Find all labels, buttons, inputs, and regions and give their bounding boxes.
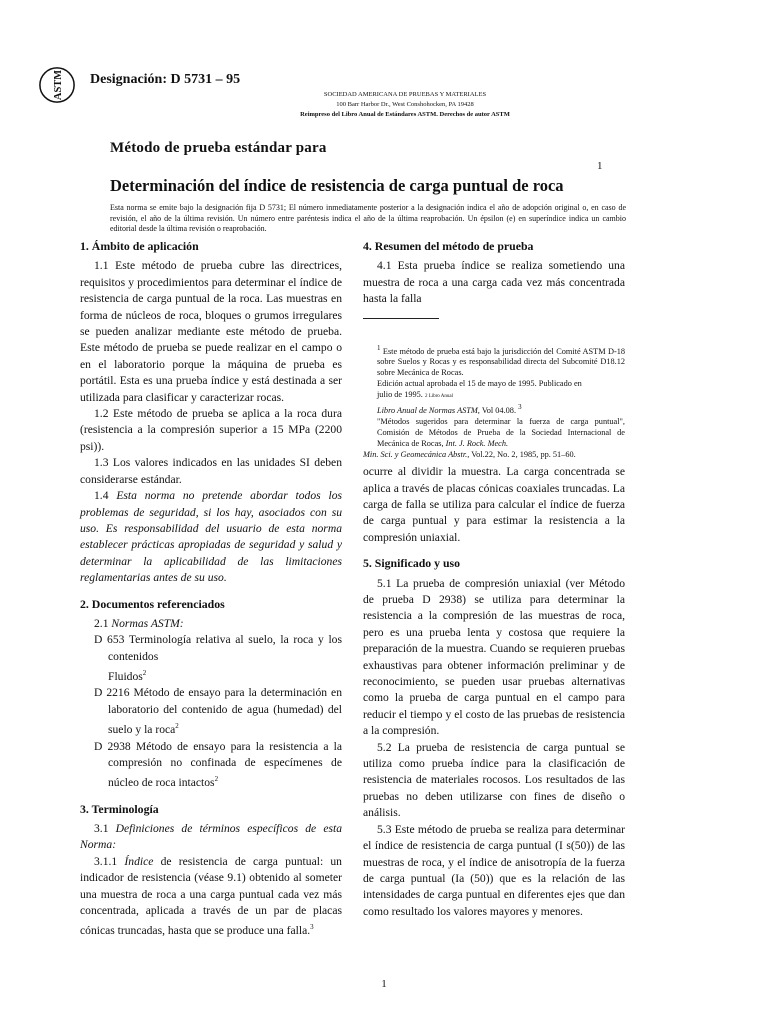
footnote-1-approval: Edición actual aprobada el 15 de mayo de 1995. Publicado en	[377, 379, 582, 389]
section-2-heading: 2. Documentos referenciados	[80, 596, 225, 611]
footnote-rule	[363, 318, 439, 319]
para-4-1-cont: ocurre al dividir la muestra. La carga concentrada se aplica a través de placas cónicas coaxiales truncadas. La carga de falla se utiliza para calcular el índice de fuerza de carga puntual y para estimar la resistencia a la compresión uniaxial.	[363, 465, 625, 544]
ref-d2938-text: D 2938 Método de ensayo para la resistencia a la compresión no confinada de especímenes de núcleo de roca intactos	[94, 739, 342, 790]
footnote-2-title: Libro Anual de Normas ASTM,	[377, 406, 480, 416]
ref-d653-cont	[80, 665, 342, 685]
section-5-heading: 5. Significado y uso	[363, 556, 461, 571]
para-4-1: 4.1 Esta prueba índice se realiza sometiendo una muestra de roca a una carga cada vez más concentrada hasta la falla	[363, 259, 625, 306]
para-1-4-num: 1.4	[94, 489, 109, 503]
right-column	[363, 238, 625, 920]
para-1-4-text: Esta norma no pretende abordar todos los problemas de seguridad, si los hay, asociados con su uso. Es responsabilidad del usuario de esta norma establecer prácticas apropiadas de seguridad y salud y determinar la aplicabilidad de las limitaciones reglamentarias antes de su uso.	[80, 489, 342, 585]
para-5-2: 5.2 La prueba de resistencia de carga puntual se utiliza como prueba índice para la clasificación de resistencia de materiales rocosos. Los resultados de las pruebas no deben utilizarse con fines de diseño o análisis.	[363, 740, 625, 820]
para-3-1-1-num: 3.1.1	[94, 854, 118, 868]
reprint-notice: Reimpreso del Libro Anual de Estándares ASTM. Derechos de autor ASTM	[300, 111, 510, 118]
society-block	[290, 90, 520, 120]
footnote-1-date	[363, 389, 625, 402]
para-3-1-1-text: de resistencia de carga puntual: un indicador de resistencia (véase 9.1) obtenido al someter una muestra de roca a una carga puntual cada vez más concentrada, aplicada a través de un par de placas cónicas truncadas, hasta que se produce una falla.	[80, 854, 342, 938]
method-title: Método de prueba estándar para	[110, 140, 327, 156]
para-2-1-text: Normas ASTM:	[111, 616, 184, 630]
intro-note: Esta norma se emite bajo la designación fija D 5731; El número inmediatamente posterior a la designación indica el año de adopción original o, en caso de revisión, el año de la última revisión. Un número entre paréntesis indica el año de la última reaprobación. Un épsilon (e) en superíndice indica un cambio editorial desde la última revisión o reaprobación.	[110, 203, 626, 233]
footnote-2-vol: Vol 04.08.	[481, 406, 517, 416]
para-3-1-text: Definiciones de términos específicos de esta Norma:	[80, 821, 342, 852]
left-column	[80, 238, 342, 940]
para-2-1-num: 2.1	[94, 616, 109, 630]
section-3-heading: 3. Terminología	[80, 801, 159, 816]
para-3-1-1-sup: 3	[310, 923, 314, 932]
para-2-1	[80, 616, 342, 632]
footnote-1-mark: 1	[377, 343, 381, 352]
section-4-heading: 4. Resumen del método de prueba	[363, 239, 534, 253]
footnote-3-journal: Int. J. Rock. Mech.	[445, 439, 509, 449]
page-number: 1	[381, 978, 387, 990]
para-3-1-1-term: Índice	[124, 854, 154, 868]
para-1-1: 1.1 Este método de prueba cubre las directrices, requisitos y procedimientos para determinar el índice de resistencia de carga puntual de la roca. Las muestras en forma de núcleos de roca, bloques o grumos irregulares se pueden analizar mediante este método de prueba. Este método de prueba se puede realizar en el campo o en el laboratorio porque la máquina de prueba es portátil. Esta es una prueba índice y está destinada a ser utilizada para clasificar y caracterizar rocas.	[80, 259, 342, 404]
ref-d653-sup: 2	[142, 669, 147, 678]
footnotes	[363, 343, 625, 461]
para-3-1	[80, 821, 342, 854]
para-5-1: 5.1 La prueba de compresión uniaxial (ver Método de prueba D 2938) se utiliza para determinar la resistencia a la compresión de las muestras de roca, pero es una prueba lenta y costosa que requiere la preparación de la muestra. Cuando se requieren pruebas exhaustivas para obtener información preliminar y de reconocimiento, se pueden usar pruebas alternativas como la prueba de carga puntual en el campo para reducir el tiempo y el costo de las pruebas de resistencia a la compresión.	[363, 576, 625, 738]
ref-d2216-text: D 2216 Método de ensayo para la determinación en laboratorio del contenido de agua (humedad) del suelo y la roca	[94, 686, 342, 737]
footnote-1-date-small: 2 Libro Anual	[424, 394, 454, 400]
footnote-3	[363, 416, 625, 449]
ref-d2216-sup: 2	[175, 722, 179, 731]
ref-d653-fluids: Fluidos	[108, 670, 143, 684]
svg-text:ASTM: ASTM	[52, 69, 64, 101]
para-5-3: 5.3 Este método de prueba se realiza para determinar el índice de resistencia de carga puntual (I s(50)) de las muestras de roca, y el índice de anisotropía de la fuerza de carga puntual (Ia (50)) que es la relación de las intensidades de carga puntual en diferentes ejes que dan como resultado los valores mayores y menores.	[363, 822, 625, 918]
document-title: Determinación del índice de resistencia de carga puntual de roca	[110, 176, 564, 195]
title-footnote-ref: 1	[597, 160, 603, 172]
ref-d2938-sup: 2	[214, 775, 219, 784]
para-1-4	[80, 488, 342, 586]
section-1-heading: 1. Ámbito de aplicación	[80, 239, 199, 253]
ref-d653: D 653 Terminología relativa al suelo, la roca y los contenidos	[94, 633, 342, 663]
footnote-3-journal2: Min. Sci. y Geomecánica Abstr.	[363, 450, 468, 460]
footnote-3-end: , Vol.22, No. 2, 1985, pp. 51–60.	[467, 450, 576, 460]
footnote-1	[363, 343, 625, 379]
footnote-1-text: Este método de prueba está bajo la jurisdicción del Comité ASTM D-18 sobre Suelos y Rocas y es responsabilidad directa del Subcomité D18.12 sobre Mecánica de Rocas.	[377, 346, 625, 378]
para-1-2: 1.2 Este método de prueba se aplica a la roca dura (resistencia a la compresión superior a 15 MPa (2200 psi)).	[80, 407, 342, 453]
footnote-3-cont	[363, 449, 625, 460]
footnote-3-mark: 3	[518, 403, 522, 412]
para-3-1-num: 3.1	[94, 821, 109, 835]
footnote-1-date-text: julio de 1995.	[377, 390, 423, 400]
astm-logo	[38, 66, 76, 104]
para-3-1-1	[80, 854, 342, 940]
footnote-3-text: "Métodos sugeridos para determinar la fuerza de carga puntual", Comisión de Métodos de Prueba de la Sociedad Internacional de Mecánica de Rocas,	[377, 417, 625, 449]
ref-d2938	[80, 739, 342, 792]
footnote-2	[363, 402, 625, 416]
society-address: 100 Barr Harbor Dr., West Conshohocken, PA 19428	[336, 101, 474, 108]
designation: Designación: D 5731 – 95	[90, 72, 241, 87]
society-name: SOCIEDAD AMERICANA DE PRUEBAS Y MATERIALES	[323, 91, 487, 98]
ref-d2216	[80, 685, 342, 738]
para-1-3: 1.3 Los valores indicados en las unidades SI deben considerarse estándar.	[80, 456, 342, 486]
